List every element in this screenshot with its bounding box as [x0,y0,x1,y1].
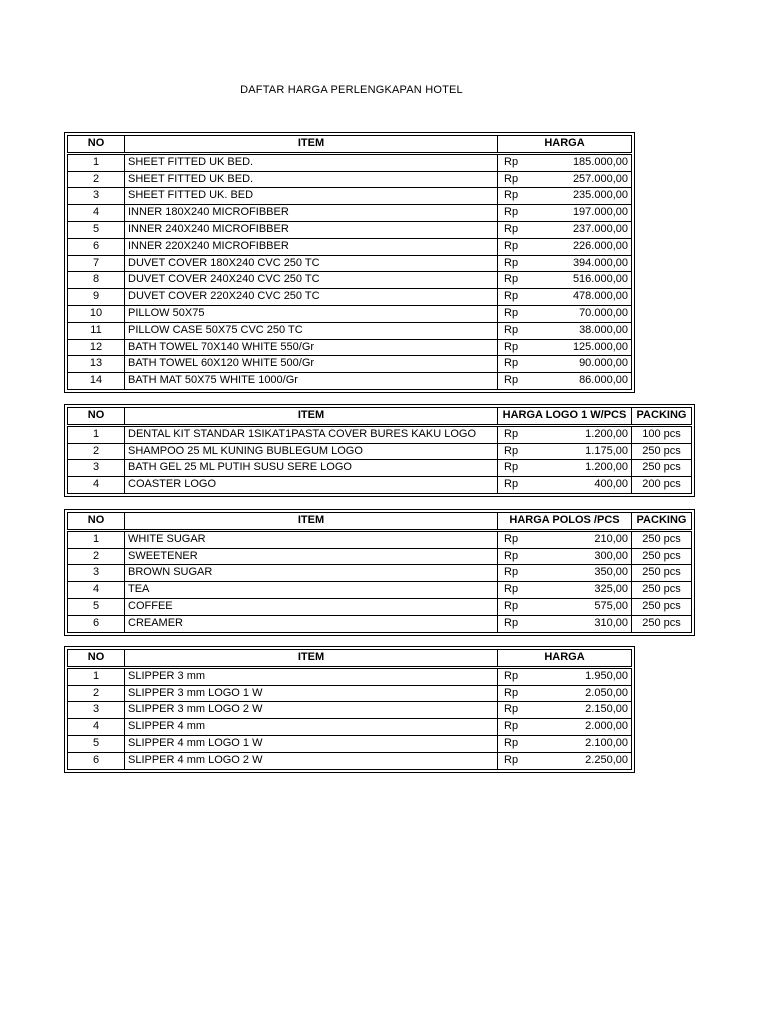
price-cell [498,565,632,582]
table-row [68,598,692,615]
column-header: HARGA POLOS /PCS [498,513,632,531]
slipper-price-table-frame [64,646,635,773]
row-number: 2 [68,171,125,188]
row-number: 10 [68,305,125,322]
row-number: 11 [68,322,125,339]
currency-label: Rp [504,239,519,252]
item-name: SHEET FITTED UK BED. [125,171,498,188]
packing-cell: 250 pcs [632,530,692,548]
price-amount: 38.000,00 [579,323,628,336]
condiments-price-table-frame [64,509,695,636]
packing-cell: 250 pcs [632,565,692,582]
currency-label: Rp [504,669,519,682]
price-cell [498,238,632,255]
price-cell [498,443,632,460]
item-name: SLIPPER 4 mm LOGO 2 W [125,752,498,769]
row-number: 6 [68,752,125,769]
row-number: 5 [68,221,125,238]
row-number: 1 [68,667,125,685]
currency-label: Rp [504,222,519,235]
price-cell [498,667,632,685]
packing-cell: 250 pcs [632,443,692,460]
column-header: ITEM [125,408,498,426]
price-cell [498,425,632,443]
column-header: NO [68,513,125,531]
column-header: NO [68,650,125,668]
column-header: ITEM [125,136,498,154]
price-cell [498,615,632,632]
currency-label: Rp [504,686,519,699]
table-row [68,735,632,752]
row-number: 5 [68,598,125,615]
row-number: 7 [68,255,125,272]
currency-label: Rp [504,340,519,353]
packing-cell: 250 pcs [632,615,692,632]
price-cell [498,205,632,222]
item-name: BATH TOWEL 70X140 WHITE 550/Gr [125,339,498,356]
item-name: BATH MAT 50X75 WHITE 1000/Gr [125,373,498,390]
column-header: HARGA [498,650,632,668]
price-cell [498,289,632,306]
price-amount: 325,00 [594,583,628,596]
table-row [68,205,632,222]
item-name: BROWN SUGAR [125,565,498,582]
column-header: ITEM [125,513,498,531]
row-number: 8 [68,272,125,289]
currency-label: Rp [504,374,519,387]
price-cell [498,702,632,719]
table-row [68,477,692,494]
price-amount: 1.950,00 [585,669,628,682]
currency-label: Rp [504,566,519,579]
row-number: 2 [68,685,125,702]
row-number: 2 [68,443,125,460]
item-name: PILLOW CASE 50X75 CVC 250 TC [125,322,498,339]
currency-label: Rp [504,256,519,269]
price-amount: 1.175,00 [585,444,628,457]
price-amount: 235.000,00 [572,189,628,202]
currency-label: Rp [504,599,519,612]
currency-label: Rp [504,461,519,474]
table-row [68,582,692,599]
item-name: SLIPPER 4 mm [125,719,498,736]
table-row [68,221,632,238]
column-header: PACKING [632,408,692,426]
price-amount: 2.100,00 [585,736,628,749]
table-row [68,373,632,390]
currency-label: Rp [504,616,519,629]
column-header: NO [68,408,125,426]
item-name: SLIPPER 3 mm LOGO 2 W [125,702,498,719]
price-amount: 2.000,00 [585,720,628,733]
table-row [68,153,632,171]
price-amount: 478.000,00 [572,290,628,303]
price-cell [498,305,632,322]
packing-cell: 250 pcs [632,548,692,565]
header-row [68,136,632,154]
currency-label: Rp [504,427,519,440]
condiments-price-table [67,512,692,633]
row-number: 14 [68,373,125,390]
table-row [68,685,632,702]
price-amount: 90.000,00 [579,357,628,370]
price-amount: 1.200,00 [585,427,628,440]
price-cell [498,477,632,494]
row-number: 6 [68,615,125,632]
linen-price-table-frame [64,132,635,393]
currency-label: Rp [504,583,519,596]
price-cell [498,356,632,373]
row-number: 3 [68,702,125,719]
table-row [68,238,632,255]
price-amount: 2.050,00 [585,686,628,699]
price-amount: 70.000,00 [579,306,628,319]
price-amount: 300,00 [594,549,628,562]
currency-label: Rp [504,703,519,716]
price-cell [498,460,632,477]
table-row [68,667,632,685]
item-name: DUVET COVER 180X240 CVC 250 TC [125,255,498,272]
currency-label: Rp [504,357,519,370]
table-row [68,565,692,582]
row-number: 12 [68,339,125,356]
table-row [68,305,632,322]
column-header: NO [68,136,125,154]
table-row [68,255,632,272]
price-cell [498,752,632,769]
currency-label: Rp [504,155,519,168]
price-cell [498,530,632,548]
table-row [68,322,632,339]
item-name: BATH TOWEL 60X120 WHITE 500/Gr [125,356,498,373]
price-amount: 394.000,00 [572,256,628,269]
price-cell [498,373,632,390]
table-row [68,425,692,443]
price-cell [498,582,632,599]
item-name: SHEET FITTED UK BED. [125,153,498,171]
linen-price-table [67,135,632,390]
column-header: PACKING [632,513,692,531]
item-name: DUVET COVER 240X240 CVC 250 TC [125,272,498,289]
row-number: 2 [68,548,125,565]
row-number: 6 [68,238,125,255]
currency-label: Rp [504,189,519,202]
price-cell [498,719,632,736]
table-row [68,272,632,289]
price-cell [498,255,632,272]
price-amount: 400,00 [594,478,628,491]
currency-label: Rp [504,323,519,336]
currency-label: Rp [504,720,519,733]
currency-label: Rp [504,172,519,185]
currency-label: Rp [504,753,519,766]
table-row [68,171,632,188]
currency-label: Rp [504,444,519,457]
header-row [68,408,692,426]
price-amount: 350,00 [594,566,628,579]
item-name: SWEETENER [125,548,498,565]
header-row [68,513,692,531]
packing-cell: 100 pcs [632,425,692,443]
item-name: SLIPPER 3 mm LOGO 1 W [125,685,498,702]
item-name: COASTER LOGO [125,477,498,494]
column-header: HARGA [498,136,632,154]
price-cell [498,171,632,188]
currency-label: Rp [504,478,519,491]
row-number: 4 [68,582,125,599]
price-cell [498,221,632,238]
price-amount: 575,00 [594,599,628,612]
table-row [68,752,632,769]
item-name: SHAMPOO 25 ML KUNING BUBLEGUM LOGO [125,443,498,460]
item-name: INNER 240X240 MICROFIBBER [125,221,498,238]
packing-cell: 250 pcs [632,582,692,599]
table-row [68,188,632,205]
price-cell [498,188,632,205]
price-amount: 226.000,00 [572,239,628,252]
price-amount: 125.000,00 [572,340,628,353]
column-header: ITEM [125,650,498,668]
currency-label: Rp [504,549,519,562]
item-name: TEA [125,582,498,599]
page-title: DAFTAR HARGA PERLENGKAPAN HOTEL [240,84,463,96]
price-amount: 210,00 [594,532,628,545]
table-row [68,702,632,719]
currency-label: Rp [504,290,519,303]
table-row [68,289,632,306]
price-cell [498,153,632,171]
price-amount: 257.000,00 [572,172,628,185]
table-row [68,719,632,736]
packing-cell: 200 pcs [632,477,692,494]
slipper-price-table [67,649,632,770]
table-row [68,443,692,460]
row-number: 5 [68,735,125,752]
item-name: SLIPPER 4 mm LOGO 1 W [125,735,498,752]
price-amount: 2.150,00 [585,703,628,716]
price-amount: 310,00 [594,616,628,629]
table-row [68,530,692,548]
row-number: 3 [68,188,125,205]
table-row [68,339,632,356]
row-number: 4 [68,477,125,494]
item-name: BATH GEL 25 ML PUTIH SUSU SERE LOGO [125,460,498,477]
price-cell [498,548,632,565]
row-number: 1 [68,425,125,443]
item-name: COFFEE [125,598,498,615]
price-amount: 237.000,00 [572,222,628,235]
packing-cell: 250 pcs [632,460,692,477]
price-amount: 86.000,00 [579,374,628,387]
row-number: 3 [68,565,125,582]
item-name: INNER 180X240 MICROFIBBER [125,205,498,222]
item-name: CREAMER [125,615,498,632]
row-number: 13 [68,356,125,373]
amenities-price-table-frame [64,404,695,497]
currency-label: Rp [504,206,519,219]
item-name: INNER 220X240 MICROFIBBER [125,238,498,255]
price-cell [498,322,632,339]
item-name: SLIPPER 3 mm [125,667,498,685]
currency-label: Rp [504,306,519,319]
currency-label: Rp [504,736,519,749]
currency-label: Rp [504,532,519,545]
price-amount: 516.000,00 [572,273,628,286]
item-name: SHEET FITTED UK. BED [125,188,498,205]
row-number: 9 [68,289,125,306]
table-row [68,356,632,373]
price-amount: 1.200,00 [585,461,628,474]
item-name: DUVET COVER 220X240 CVC 250 TC [125,289,498,306]
row-number: 4 [68,205,125,222]
price-amount: 185.000,00 [572,155,628,168]
currency-label: Rp [504,273,519,286]
header-row [68,650,632,668]
row-number: 4 [68,719,125,736]
price-cell [498,272,632,289]
column-header: HARGA LOGO 1 W/PCS [498,408,632,426]
item-name: WHITE SUGAR [125,530,498,548]
table-row [68,548,692,565]
price-cell [498,735,632,752]
row-number: 1 [68,530,125,548]
packing-cell: 250 pcs [632,598,692,615]
table-row [68,460,692,477]
price-cell [498,598,632,615]
row-number: 3 [68,460,125,477]
price-amount: 197.000,00 [572,206,628,219]
table-row [68,615,692,632]
price-amount: 2.250,00 [585,753,628,766]
amenities-price-table [67,407,692,494]
price-cell [498,339,632,356]
price-cell [498,685,632,702]
row-number: 1 [68,153,125,171]
item-name: PILLOW 50X75 [125,305,498,322]
item-name: DENTAL KIT STANDAR 1SIKAT1PASTA COVER BURES KAKU LOGO [125,425,498,443]
